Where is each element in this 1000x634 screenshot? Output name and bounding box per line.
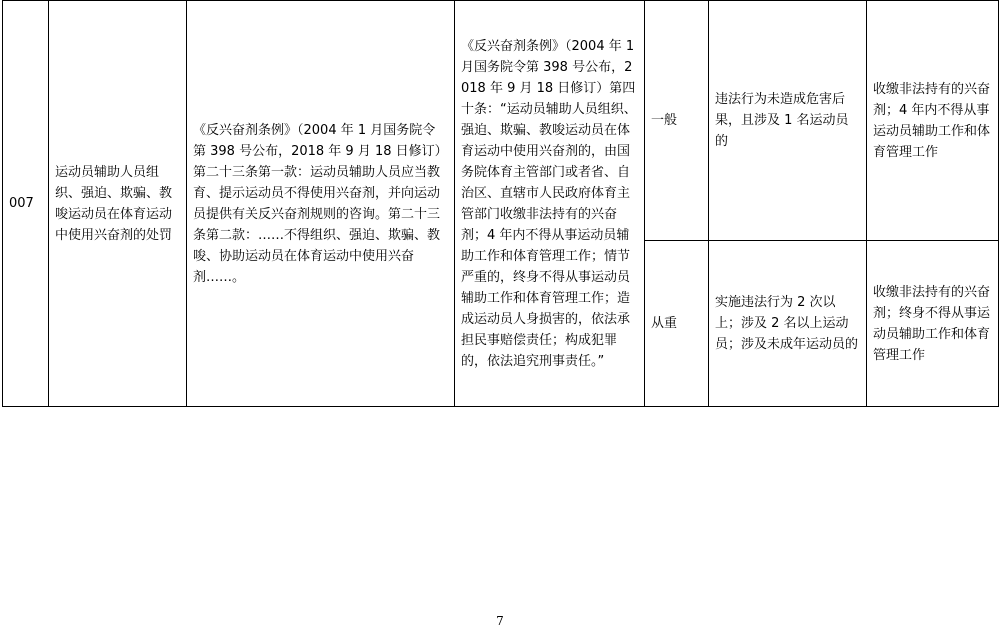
penalty-table [2, 0, 999, 407]
circumstance-cell: 违法行为未造成危害后果，且涉及 1 名运动员的 [709, 1, 867, 241]
table-row [3, 1, 999, 241]
standard-cell: 收缴非法持有的兴奋剂；4 年内不得从事运动员辅助工作和体育管理工作 [867, 1, 999, 241]
grade-cell: 从重 [645, 241, 709, 407]
item-id: 007 [3, 1, 49, 407]
penalty-basis: 《反兴奋剂条例》（2004 年 1 月国务院令第 398 号公布，2018 年 9 月 18 日修订）第四十条：“运动员辅助人员组织、强迫、欺骗、教唆运动员在体育运动中使用兴奋剂的，由国务院体育主管部门或者省、自治区、直辖市人民政府体育主管部门收缴非法持有的兴奋剂；4 年内不得从事运动员辅助工作和体育管理工作；情节严重的，终身不得从事运动员辅助工作和体育管理工作；造成运动员人身损害的，依法承担民事赔偿责任；构成犯罪的，依法追究刑事责任。” [455, 1, 645, 407]
circumstance-cell: 实施违法行为 2 次以上；涉及 2 名以上运动员；涉及未成年运动员的 [709, 241, 867, 407]
item-name: 运动员辅助人员组织、强迫、欺骗、教唆运动员在体育运动中使用兴奋剂的处罚 [49, 1, 187, 407]
legal-basis: 《反兴奋剂条例》（2004 年 1 月国务院令第 398 号公布，2018 年 9 月 18 日修订）第二十三条第一款：运动员辅助人员应当教育、提示运动员不得使用兴奋剂，并向运动员提供有关反兴奋剂规则的咨询。第二十三条第二款：……不得组织、强迫、欺骗、教唆、协助运动员在体育运动中使用兴奋剂……。 [187, 1, 455, 407]
page-number: 7 [496, 614, 504, 628]
standard-cell: 收缴非法持有的兴奋剂；终身不得从事运动员辅助工作和体育管理工作 [867, 241, 999, 407]
grade-cell: 一般 [645, 1, 709, 241]
